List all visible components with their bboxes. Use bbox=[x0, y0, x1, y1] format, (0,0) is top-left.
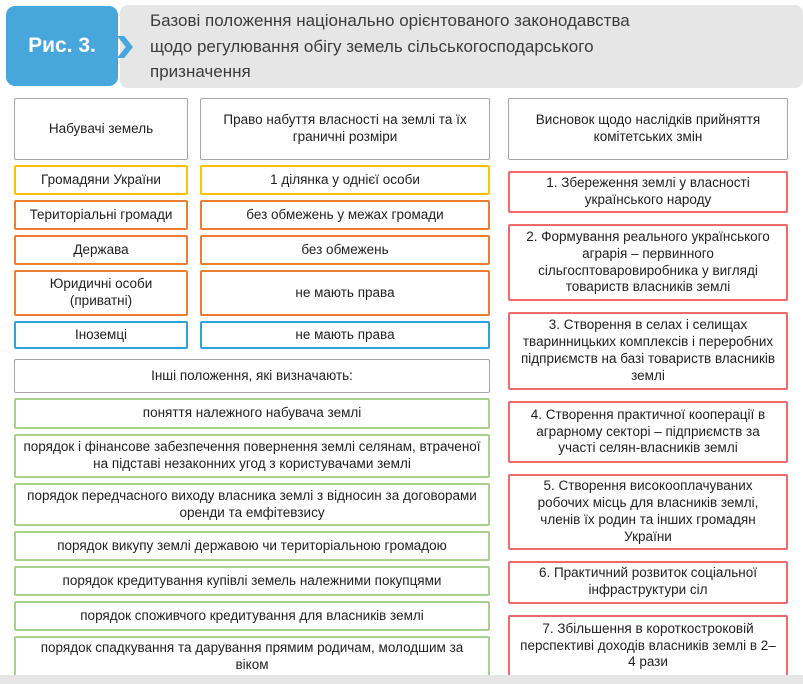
conclusion-box-6: 6. Практичний розвиток соціальної інфраструктури сіл bbox=[508, 561, 788, 604]
provision-box-2: порядок і фінансове забезпечення повернення землі селянам, втраченої на підставі незаконних угод з користувачами землі bbox=[14, 434, 490, 478]
other-provisions-header: Інші положення, які визначають: bbox=[14, 359, 490, 393]
provision-box-3: порядок передчасного виходу власника землі з відносин за договорами оренди та емфітевзису bbox=[14, 483, 490, 526]
column-header-acquirers: Набувачі земель bbox=[14, 98, 188, 160]
figure-header bbox=[0, 5, 803, 88]
right-communities-box: без обмежень у межах громади bbox=[200, 200, 490, 230]
right-citizens-box: 1 ділянка у однієї особи bbox=[200, 165, 490, 195]
acquirer-legal-entities-box: Юридичні особи (приватні) bbox=[14, 270, 188, 316]
conclusion-box-2: 2. Формування реального українського аграрія – первинного сільгосптоваровиробника у вигляді товариств власників землі bbox=[508, 224, 788, 301]
left-section bbox=[14, 98, 490, 678]
figure-number-badge bbox=[6, 6, 118, 86]
provision-box-4: порядок викупу землі державою чи територіальною громадою bbox=[14, 531, 490, 561]
column-acquirers bbox=[14, 98, 188, 349]
conclusion-box-3: 3. Створення в селах і селищах тваринницьких комплексів і переробних підприємств на базі товариств власників землі bbox=[508, 312, 788, 390]
page-bottom-strip bbox=[0, 675, 803, 684]
diagram-content bbox=[0, 88, 803, 678]
conclusion-box-4: 4. Створення практичної кооперації в аграрному секторі – підприємств за участі селян-власників землі bbox=[508, 401, 788, 463]
right-foreigners-box: не мають права bbox=[200, 321, 490, 349]
acquirer-citizens-box: Громадяни України bbox=[14, 165, 188, 195]
conclusion-box-7: 7. Збільшення в короткостроковій перспективі доходів власників землі в 2–4 рази bbox=[508, 615, 788, 678]
acquirer-foreigners-box: Іноземці bbox=[14, 321, 188, 349]
figure-number-label: Рис. 3. bbox=[28, 34, 96, 57]
conclusion-box-1: 1. Збереження землі у власності українського народу bbox=[508, 171, 788, 213]
provision-box-7: порядок спадкування та дарування прямим родичам, молодшим за віком bbox=[14, 636, 490, 678]
conclusions-column bbox=[508, 98, 788, 678]
column-header-rights: Право набуття власності на землі та їх граничні розміри bbox=[200, 98, 490, 160]
provision-box-6: порядок споживчого кредитування для власників землі bbox=[14, 601, 490, 631]
figure-title-box bbox=[120, 5, 803, 88]
other-provisions-section bbox=[14, 359, 490, 678]
acquirer-state-box: Держава bbox=[14, 235, 188, 265]
provision-box-1: поняття належного набувача землі bbox=[14, 398, 490, 429]
provision-box-5: порядок кредитування купівлі земель належними покупцями bbox=[14, 566, 490, 596]
acquirer-communities-box: Територіальні громади bbox=[14, 200, 188, 230]
column-rights bbox=[200, 98, 490, 349]
right-state-box: без обмежень bbox=[200, 235, 490, 265]
figure-title: Базові положення національно орієнтованого законодавства щодо регулювання обігу земель сільськогосподарського призначення bbox=[150, 11, 630, 82]
conclusions-header: Висновок щодо наслідків прийняття комітетських змін bbox=[508, 98, 788, 160]
acquirers-rights-grid bbox=[14, 98, 490, 349]
right-legal-entities-box: не мають права bbox=[200, 270, 490, 316]
conclusion-box-5: 5. Створення високооплачуваних робочих місць для власників землі, членів їх родин та інших громадян України bbox=[508, 474, 788, 550]
